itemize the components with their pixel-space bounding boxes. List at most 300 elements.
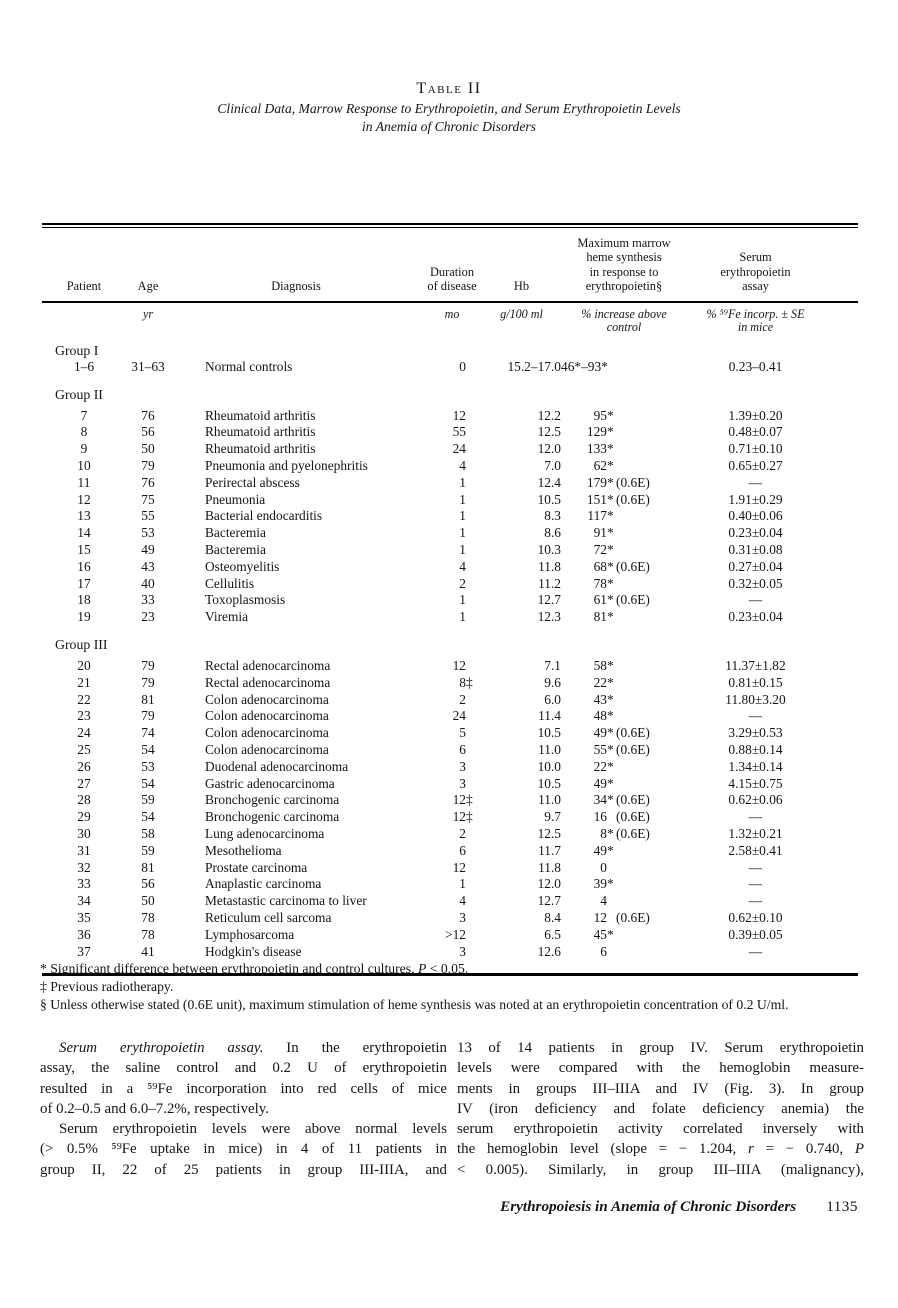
body-line — [40, 1139, 447, 1159]
table-caption-line1: Clinical Data, Marrow Response to Erythropoietin, and Serum Erythropoietin Levels — [217, 101, 681, 116]
cell-duration — [422, 542, 482, 558]
unit-age: yr — [142, 306, 154, 321]
duration-value: 1 — [459, 592, 466, 608]
cell-hb: 12.7 — [537, 893, 561, 909]
unit-diagnosis — [170, 308, 422, 335]
footnote — [40, 960, 860, 978]
cell-heme-synthesis — [561, 742, 687, 758]
cell-heme-synthesis — [561, 492, 687, 508]
heme-significance-star — [607, 860, 614, 876]
cell-heme-synthesis — [561, 759, 687, 775]
cell-heme-synthesis — [561, 525, 687, 541]
heme-value: 49 — [593, 775, 607, 791]
cell-hb: 11.2 — [538, 575, 561, 591]
heme-significance-star: * — [607, 842, 614, 858]
cell-diagnosis: Rheumatoid arthritis — [205, 424, 316, 440]
heme-note: (0.6E) — [616, 558, 650, 574]
heme-value: 43 — [593, 691, 607, 707]
cell-hb: 8.6 — [544, 525, 561, 541]
cell-age: 53 — [141, 525, 155, 541]
cell-heme-synthesis — [561, 609, 687, 625]
heme-value: 81 — [593, 609, 607, 625]
cell-serum-assay: 0.81±0.15 — [728, 674, 783, 690]
heme-note: (0.6E) — [616, 491, 650, 507]
heme-value: 179 — [586, 474, 607, 490]
cell-duration — [422, 458, 482, 474]
cell-serum-assay: 3.29±0.53 — [728, 725, 783, 741]
table-row — [42, 592, 858, 609]
heme-significance-star: * — [607, 609, 614, 625]
cell-hb: 12.5 — [537, 424, 561, 440]
cell-duration — [422, 742, 482, 758]
cell-hb: 12.7 — [537, 592, 561, 608]
header-line: Serum — [739, 250, 772, 265]
cell-serum-assay: 0.31±0.08 — [728, 541, 783, 557]
duration-value: 1 — [459, 525, 466, 541]
table-row — [42, 424, 858, 441]
cell-serum-assay: 0.48±0.07 — [728, 424, 783, 440]
body-line — [457, 1079, 864, 1099]
heme-significance-star: * — [607, 758, 614, 774]
heme-note: (0.6E) — [616, 741, 650, 757]
body-line — [40, 1038, 447, 1058]
duration-mark: ‡ — [466, 809, 473, 825]
text-run: of 0.2–0.5 and 6.0–7.2%, respectively. — [40, 1100, 269, 1117]
cell-patient: 17 — [77, 575, 91, 591]
cell-age: 76 — [141, 474, 155, 490]
heme-value: 72 — [593, 541, 607, 557]
cell-diagnosis: Pneumonia and pyelonephritis — [205, 458, 368, 473]
header-line: Maximum marrow — [577, 236, 671, 250]
heme-value: 0 — [600, 859, 607, 875]
heme-value: 62 — [593, 458, 607, 473]
cell-diagnosis: Bacteremia — [205, 541, 266, 557]
cell-duration — [422, 441, 482, 457]
table-row — [42, 675, 858, 692]
cell-age: 58 — [141, 825, 155, 841]
cell-heme-synthesis — [561, 408, 687, 424]
cell-hb: 12.4 — [537, 474, 561, 490]
column-header-patient: Patient — [66, 279, 102, 294]
cell-duration — [422, 658, 482, 674]
cell-age: 43 — [141, 558, 155, 574]
table-row — [42, 475, 858, 492]
cell-diagnosis: Colon adenocarcinoma — [205, 708, 329, 724]
heme-note: (0.6E) — [616, 592, 650, 608]
cell-heme-synthesis — [561, 725, 687, 741]
header-line: heme synthesis — [586, 250, 662, 265]
heme-note: (0.6E) — [616, 725, 650, 741]
heme-value: 48 — [593, 708, 607, 724]
cell-serum-assay: 1.34±0.14 — [728, 758, 783, 774]
heme-value: 6 — [600, 943, 607, 959]
cell-age: 40 — [141, 575, 155, 591]
table-row — [42, 809, 858, 826]
table-row — [42, 725, 858, 742]
table-header-rule — [42, 301, 858, 303]
heme-significance-star: * — [607, 558, 614, 574]
cell-serum-assay: 1.91±0.29 — [728, 491, 783, 507]
body-line — [40, 1058, 447, 1078]
heme-significance-star: * — [607, 508, 614, 524]
header-line: in response to — [589, 264, 659, 279]
header-line: assay — [742, 279, 769, 294]
table-row — [42, 860, 858, 877]
cell-age: 54 — [141, 809, 155, 825]
table-caption-line2: in Anemia of Chronic Disorders — [362, 119, 536, 135]
text-run: serum erythropoietin activity correlated inversely with — [457, 1121, 864, 1138]
heme-significance-star: * — [607, 525, 614, 541]
duration-value: 3 — [459, 775, 466, 791]
cell-patient: 8 — [80, 424, 88, 440]
cell-age: 31–63 — [131, 358, 165, 374]
cell-hb: 11.7 — [538, 842, 561, 858]
cell-hb: 8.4 — [544, 909, 561, 925]
column-header-age: Age — [137, 279, 159, 294]
cell-serum-assay: 0.23±0.04 — [728, 609, 783, 625]
cell-diagnosis: Bronchogenic carcinoma — [205, 792, 340, 808]
table-row — [42, 944, 858, 961]
cell-diagnosis: Toxoplasmosis — [205, 592, 286, 608]
body-column-left — [40, 1038, 447, 1180]
text-run: the hemoglobin level (slope = − 1.204, — [457, 1141, 749, 1158]
cell-hb: 10.3 — [537, 541, 561, 557]
cell-heme-synthesis — [561, 843, 687, 859]
heme-significance-star — [607, 359, 614, 375]
table-row — [42, 542, 858, 559]
heme-significance-star — [607, 893, 614, 909]
cell-patient: 9 — [80, 441, 88, 457]
cell-heme-synthesis — [561, 675, 687, 691]
cell-heme-synthesis — [561, 576, 687, 592]
duration-value: 1 — [459, 876, 466, 892]
duration-value: 4 — [459, 558, 466, 574]
table-row — [42, 776, 858, 793]
cell-duration — [422, 843, 482, 859]
cell-hb: 10.5 — [537, 491, 561, 507]
cell-serum-assay: 1.39±0.20 — [728, 407, 783, 423]
cell-hb: 10.5 — [537, 775, 561, 791]
cell-patient: 29 — [77, 809, 91, 825]
cell-age: 59 — [141, 842, 155, 858]
cell-patient: 32 — [77, 859, 91, 875]
cell-age: 41 — [141, 943, 155, 959]
cell-patient: 1–6 — [73, 358, 95, 374]
cell-diagnosis: Cellulitis — [205, 575, 255, 591]
cell-hb: 11.8 — [538, 558, 561, 574]
cell-diagnosis: Mesothelioma — [205, 842, 282, 858]
heme-significance-star: * — [607, 708, 614, 724]
heme-significance-star: * — [607, 407, 614, 423]
body-line — [40, 1079, 447, 1099]
cell-patient: 28 — [77, 792, 91, 808]
table-row — [42, 408, 858, 425]
heme-value: 91 — [593, 525, 607, 541]
cell-diagnosis: Metastastic carcinoma to liver — [205, 893, 367, 909]
column-header-diagnosis: Diagnosis — [271, 279, 321, 294]
cell-diagnosis: Duodenal adenocarcinoma — [205, 758, 349, 774]
cell-duration — [422, 475, 482, 491]
table-row — [42, 826, 858, 843]
heme-value: 68 — [593, 558, 607, 574]
unit-serum — [687, 308, 858, 335]
cell-serum-assay: 0.62±0.10 — [728, 909, 783, 925]
table-units-row — [42, 308, 858, 335]
table-footnotes — [40, 960, 860, 1013]
cell-duration — [422, 508, 482, 524]
heme-significance-star: * — [607, 657, 614, 673]
cell-heme-synthesis — [561, 542, 687, 558]
cell-age: 33 — [141, 592, 155, 608]
duration-value: 0 — [459, 358, 466, 374]
cell-serum-assay: 0.88±0.14 — [728, 741, 783, 757]
cell-patient: 25 — [77, 741, 91, 757]
cell-serum-assay: — — [748, 859, 763, 875]
table-row — [42, 458, 858, 475]
cell-patient: 11 — [77, 474, 91, 490]
duration-value: 1 — [459, 508, 466, 524]
heme-note: (0.6E) — [616, 474, 650, 490]
heme-significance-star: * — [607, 725, 614, 741]
heme-value: 49 — [593, 842, 607, 858]
text-run: IV (iron deficiency and folate deficiency anemia) the — [457, 1100, 864, 1117]
cell-diagnosis: Rheumatoid arthritis — [205, 407, 316, 423]
cell-patient: 31 — [77, 842, 91, 858]
cell-diagnosis: Anaplastic carcinoma — [205, 876, 322, 892]
duration-value: 8 — [459, 674, 466, 690]
cell-serum-assay: — — [748, 809, 763, 825]
text-run: In the erythropoietin — [263, 1040, 448, 1056]
text-run: ments in groups III–IIIA and IV (Fig. 3). In group — [457, 1080, 864, 1097]
group-label: Group II — [55, 386, 103, 402]
table-row — [42, 559, 858, 576]
table-row — [42, 876, 858, 893]
header-line: of disease — [427, 279, 477, 294]
cell-diagnosis: Pneumonia — [205, 491, 266, 507]
duration-value: 6 — [459, 842, 466, 858]
table-row — [42, 359, 858, 376]
heme-significance-star: * — [607, 825, 614, 841]
unit-heme — [561, 308, 687, 335]
column-header-hb: Hb — [513, 279, 530, 294]
table-row — [42, 525, 858, 542]
duration-value: 4 — [459, 893, 466, 909]
duration-value: 1 — [459, 491, 466, 507]
cell-hb: 11.4 — [538, 708, 561, 724]
cell-diagnosis: Colon adenocarcinoma — [205, 741, 329, 757]
cell-heme-synthesis — [561, 559, 687, 575]
heme-significance-star — [607, 910, 614, 926]
cell-patient: 26 — [77, 758, 91, 774]
cell-serum-assay: 0.27±0.04 — [728, 558, 783, 574]
cell-age: 56 — [141, 424, 155, 440]
heme-value: 45 — [593, 926, 607, 942]
cell-hb: 15.2–17.0 — [507, 358, 561, 374]
cell-duration — [422, 944, 482, 960]
cell-heme-synthesis — [561, 708, 687, 724]
heme-value: 8 — [600, 825, 607, 841]
group-label: Group III — [55, 636, 108, 652]
cell-duration — [422, 876, 482, 892]
cell-duration — [422, 559, 482, 575]
cell-hb: 10.5 — [537, 725, 561, 741]
duration-value: 12 — [452, 792, 466, 808]
cell-diagnosis: Normal controls — [205, 358, 293, 374]
cell-patient: 37 — [77, 943, 91, 959]
cell-heme-synthesis — [561, 658, 687, 674]
heme-value: 133 — [586, 441, 607, 457]
group-label: Group I — [55, 342, 99, 358]
cell-age: 54 — [141, 741, 155, 757]
text-run: < 0.005). Similarly, in group III–IIIA (malignancy), — [457, 1161, 864, 1178]
text-run: = − 0.740, — [753, 1141, 855, 1158]
heme-significance-star: * — [607, 424, 614, 440]
duration-value: 1 — [459, 609, 466, 625]
cell-duration — [422, 826, 482, 842]
cell-hb: 12.2 — [537, 407, 561, 423]
duration-value: 3 — [459, 943, 466, 959]
cell-duration — [422, 424, 482, 440]
heme-value: 34 — [593, 792, 607, 808]
table-row — [42, 759, 858, 776]
page-footer — [42, 1198, 876, 1216]
cell-diagnosis: Bacteremia — [205, 525, 266, 541]
duration-value: 24 — [452, 708, 466, 724]
cell-heme-synthesis — [561, 893, 687, 909]
cell-heme-synthesis — [561, 927, 687, 943]
heme-significance-star: * — [607, 592, 614, 608]
cell-hb: 9.6 — [544, 674, 561, 690]
cell-hb: 11.0 — [538, 792, 561, 808]
text-run: P — [417, 961, 427, 976]
cell-duration — [422, 792, 482, 808]
cell-patient: 24 — [77, 725, 91, 741]
heme-significance-star: * — [607, 792, 614, 808]
heme-significance-star: * — [607, 474, 614, 490]
table-row — [42, 692, 858, 709]
heme-value: 55 — [593, 741, 607, 757]
heme-value: 61 — [593, 592, 607, 608]
text-run: r — [748, 1141, 754, 1158]
cell-hb: 7.0 — [544, 458, 561, 473]
cell-serum-assay: 0.23±0.04 — [728, 525, 783, 541]
heme-note: (0.6E) — [616, 909, 650, 925]
cell-age: 74 — [141, 725, 155, 741]
cell-patient: 15 — [77, 541, 91, 557]
heme-value: 95 — [593, 407, 607, 423]
cell-patient: 34 — [77, 893, 91, 909]
cell-age: 81 — [141, 691, 155, 707]
cell-age: 79 — [141, 458, 155, 473]
table-row — [42, 843, 858, 860]
body-line — [457, 1058, 864, 1078]
cell-patient: 14 — [77, 525, 91, 541]
header-line: in mice — [737, 320, 774, 335]
cell-hb: 12.5 — [537, 825, 561, 841]
cell-diagnosis: Osteomyelitis — [205, 558, 280, 574]
heme-value: 129 — [586, 424, 607, 440]
cell-serum-assay: — — [748, 893, 763, 909]
table-row — [42, 609, 858, 626]
cell-heme-synthesis — [561, 776, 687, 792]
cell-serum-assay: 1.32±0.21 — [728, 825, 783, 841]
cell-duration — [422, 492, 482, 508]
duration-value: 2 — [459, 691, 466, 707]
unit-hb: g/100 ml — [500, 306, 543, 321]
body-line — [40, 1160, 447, 1180]
heme-value: 46*–93* — [561, 358, 608, 374]
cell-diagnosis: Lymphosarcoma — [205, 926, 295, 942]
table-title-block — [0, 80, 898, 134]
cell-hb: 12.6 — [537, 943, 561, 959]
duration-value: 5 — [459, 725, 466, 741]
heme-value: 78 — [593, 575, 607, 591]
cell-patient: 27 — [77, 775, 91, 791]
table-row — [42, 708, 858, 725]
cell-patient: 19 — [77, 609, 91, 625]
cell-heme-synthesis — [561, 876, 687, 892]
cell-serum-assay: 0.65±0.27 — [728, 458, 783, 473]
body-line — [457, 1160, 864, 1180]
heme-significance-star — [607, 809, 614, 825]
header-line: % increase above — [581, 306, 667, 321]
cell-patient: 21 — [77, 674, 91, 690]
footnote — [40, 978, 860, 996]
heme-value: 58 — [593, 657, 607, 673]
heme-significance-star: * — [607, 575, 614, 591]
body-line — [457, 1139, 864, 1159]
cell-serum-assay: — — [748, 474, 763, 490]
table-row — [42, 742, 858, 759]
text-run: (> 0.5% ⁵⁹Fe uptake in mice) in 4 of 11 patients in — [40, 1141, 447, 1158]
duration-value: 12 — [452, 809, 466, 825]
cell-diagnosis: Rheumatoid arthritis — [205, 441, 316, 457]
cell-hb: 6.0 — [544, 691, 561, 707]
heme-value: 39 — [593, 876, 607, 892]
cell-serum-assay: — — [748, 943, 763, 959]
table-row — [42, 893, 858, 910]
cell-age: 54 — [141, 775, 155, 791]
cell-patient: 13 — [77, 508, 91, 524]
text-run: Serum erythropoietin levels were above normal levels — [59, 1121, 447, 1138]
cell-diagnosis: Bacterial endocarditis — [205, 508, 323, 524]
cell-diagnosis: Prostate carcinoma — [205, 859, 308, 875]
heme-significance-star: * — [607, 541, 614, 557]
cell-diagnosis: Gastric adenocarcinoma — [205, 775, 335, 791]
text-run: resulted in a ⁵⁹Fe incorporation into red cells of mice — [40, 1080, 447, 1097]
cell-age: 56 — [141, 876, 155, 892]
cell-duration — [422, 759, 482, 775]
body-text — [40, 1038, 864, 1180]
heme-significance-star: * — [607, 926, 614, 942]
cell-age: 78 — [141, 909, 155, 925]
heme-significance-star: * — [607, 458, 614, 473]
heme-value: 4 — [600, 893, 607, 909]
cell-patient: 12 — [77, 491, 91, 507]
text-run: levels were compared with the hemoglobin measure- — [457, 1060, 864, 1077]
cell-diagnosis: Perirectal abscess — [205, 474, 300, 490]
cell-age: 78 — [141, 926, 155, 942]
table-row — [42, 492, 858, 509]
body-line — [457, 1038, 864, 1058]
duration-value: 24 — [452, 441, 466, 457]
text-run: * Significant difference between erythropoietin and control cultures, — [40, 961, 418, 976]
cell-patient: 20 — [77, 657, 91, 673]
heme-significance-star: * — [607, 691, 614, 707]
duration-value: >12 — [445, 926, 466, 942]
cell-age: 79 — [141, 708, 155, 724]
cell-duration — [422, 692, 482, 708]
